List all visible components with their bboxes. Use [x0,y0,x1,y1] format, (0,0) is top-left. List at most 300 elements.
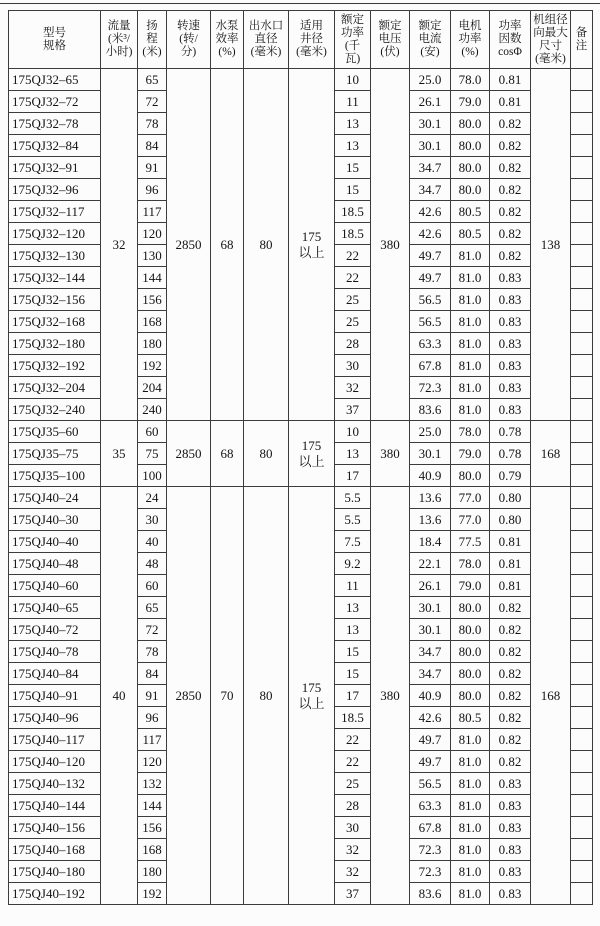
cell-well-line: 以上 [298,453,325,469]
cell-flow: 40 [101,487,138,905]
col-header-well [289,11,335,69]
cell-power: 13 [335,597,371,619]
cell-power: 15 [335,641,371,663]
cell-head: 72 [138,91,167,113]
cell-current: 25.0 [410,69,451,91]
cell-head: 78 [138,113,167,135]
col-header-speed-line: 分) [180,46,197,58]
cell-head: 144 [138,795,167,817]
cell-model: 175QJ40–72 [9,619,101,641]
col-header-head [138,11,167,69]
cell-head: 117 [138,729,167,751]
cell-head: 168 [138,839,167,861]
col-header-note-line: 注 [575,39,588,52]
cell-motor-eff: 79.0 [451,443,490,465]
cell-cos: 0.83 [490,773,531,795]
cell-model: 175QJ32–78 [9,113,101,135]
pump-spec-table-container [8,10,593,905]
cell-power: 22 [335,267,371,289]
cell-cos: 0.79 [490,465,531,487]
cell-note [571,509,593,531]
cell-head: 117 [138,201,167,223]
cell-note [571,443,593,465]
cell-power: 18.5 [335,223,371,245]
cell-note [571,773,593,795]
cell-cos: 0.82 [490,641,531,663]
cell-cos: 0.81 [490,575,531,597]
cell-power: 28 [335,795,371,817]
cell-power: 13 [335,619,371,641]
cell-motor-eff: 77.0 [451,487,490,509]
col-header-current-line: 额定 [418,20,442,32]
table-header [9,11,593,69]
cell-note [571,751,593,773]
col-header-pump_eff [211,11,244,69]
col-header-power-line: 额定 [341,13,364,26]
col-header-well-line: 适用 [300,20,323,32]
cell-current: 34.7 [410,663,451,685]
cell-power: 22 [335,245,371,267]
cell-current: 49.7 [410,245,451,267]
table-body [9,69,593,905]
cell-current: 22.1 [410,553,451,575]
cell-power: 28 [335,333,371,355]
col-header-speed-line: 转速 [177,20,200,32]
cell-cos: 0.82 [490,201,531,223]
cell-model: 175QJ40–132 [9,773,101,795]
cell-motor-eff: 81.0 [451,883,490,905]
col-header-outlet-line: 直径 [254,33,278,45]
cell-power: 22 [335,751,371,773]
col-header-pump_eff-line: 水泵 [215,20,239,32]
col-header-cos-line: cosΦ [498,46,522,58]
cell-current: 72.3 [410,861,451,883]
page-top-rule [0,3,600,4]
cell-current: 42.6 [410,201,451,223]
cell-speed: 2850 [167,421,211,487]
col-header-head-line: (米) [142,46,162,58]
cell-power: 10 [335,69,371,91]
cell-motor-eff: 81.0 [451,751,490,773]
cell-power: 13 [335,135,371,157]
col-header-dim-line: 机组径 [533,13,568,26]
cell-model: 175QJ40–48 [9,553,101,575]
cell-pump-eff: 68 [211,421,244,487]
cell-model: 175QJ35–60 [9,421,101,443]
cell-head: 180 [138,333,167,355]
cell-note [571,91,593,113]
cell-power: 5.5 [335,487,371,509]
cell-motor-eff: 81.0 [451,333,490,355]
cell-cos: 0.82 [490,135,531,157]
cell-note [571,245,593,267]
cell-motor-eff: 80.0 [451,685,490,707]
cell-model: 175QJ40–30 [9,509,101,531]
cell-power: 37 [335,883,371,905]
cell-model: 175QJ32–130 [9,245,101,267]
cell-current: 13.6 [410,487,451,509]
cell-current: 49.7 [410,267,451,289]
cell-well [289,487,335,905]
col-header-model [9,11,101,69]
cell-model: 175QJ40–40 [9,531,101,553]
cell-note [571,201,593,223]
cell-cos: 0.83 [490,861,531,883]
cell-current: 72.3 [410,839,451,861]
cell-model: 175QJ32–180 [9,333,101,355]
cell-model: 175QJ32–144 [9,267,101,289]
col-header-voltage-line: 额定 [378,20,402,32]
col-header-flow-line: 小时) [105,46,133,58]
cell-head: 156 [138,289,167,311]
cell-motor-eff: 78.0 [451,421,490,443]
col-header-outlet-line: 出水口 [248,20,284,32]
cell-note [571,883,593,905]
cell-head: 60 [138,421,167,443]
cell-current: 34.7 [410,157,451,179]
col-header-well-line: 井径 [300,33,323,45]
cell-note [571,641,593,663]
cell-note [571,553,593,575]
cell-note [571,179,593,201]
cell-outlet: 80 [244,69,289,421]
cell-power: 32 [335,377,371,399]
col-header-dim-line: 向最大 [533,26,568,39]
cell-model: 175QJ40–60 [9,575,101,597]
cell-note [571,135,593,157]
pump-spec-table [8,10,593,905]
cell-head: 120 [138,223,167,245]
col-header-flow-line: (米³/ [108,33,130,45]
cell-current: 34.7 [410,179,451,201]
cell-head: 72 [138,619,167,641]
cell-note [571,839,593,861]
cell-motor-eff: 81.0 [451,267,490,289]
col-header-speed [167,11,211,69]
cell-note [571,619,593,641]
cell-motor-eff: 79.0 [451,575,490,597]
cell-model: 175QJ40–96 [9,707,101,729]
cell-head: 96 [138,707,167,729]
col-header-outlet-line: (毫米) [250,46,282,58]
col-header-voltage-line: (伏) [380,46,400,58]
col-header-cos [490,11,531,69]
cell-head: 132 [138,773,167,795]
cell-voltage: 380 [371,69,410,421]
cell-motor-eff: 80.5 [451,223,490,245]
col-header-current-line: 电流 [418,33,442,45]
cell-model: 175QJ32–204 [9,377,101,399]
cell-motor-eff: 80.0 [451,157,490,179]
cell-cos: 0.78 [490,443,531,465]
cell-well-line: 以上 [298,244,325,260]
header-row [9,11,593,69]
cell-cos: 0.82 [490,707,531,729]
cell-power: 37 [335,399,371,421]
cell-motor-eff: 80.0 [451,641,490,663]
cell-power: 30 [335,817,371,839]
cell-head: 240 [138,399,167,421]
cell-current: 72.3 [410,377,451,399]
cell-current: 83.6 [410,883,451,905]
cell-motor-eff: 78.0 [451,553,490,575]
cell-pump-eff: 68 [211,69,244,421]
cell-flow: 32 [101,69,138,421]
cell-motor-eff: 79.0 [451,91,490,113]
cell-model: 175QJ32–96 [9,179,101,201]
cell-flow: 35 [101,421,138,487]
col-header-power-line: (千 [344,39,361,52]
cell-head: 130 [138,245,167,267]
cell-power: 15 [335,157,371,179]
cell-cos: 0.82 [490,619,531,641]
cell-model: 175QJ32–65 [9,69,101,91]
cell-power: 18.5 [335,707,371,729]
cell-note [571,355,593,377]
cell-note [571,311,593,333]
cell-cos: 0.83 [490,355,531,377]
cell-well [289,421,335,487]
cell-note [571,531,593,553]
cell-head: 60 [138,575,167,597]
cell-model: 175QJ35–75 [9,443,101,465]
cell-head: 24 [138,487,167,509]
cell-well-line: 175 [301,228,322,244]
col-header-well-line: (毫米) [296,46,327,58]
cell-power: 22 [335,729,371,751]
cell-note [571,575,593,597]
cell-model: 175QJ32–120 [9,223,101,245]
cell-model: 175QJ32–156 [9,289,101,311]
cell-head: 96 [138,179,167,201]
cell-cos: 0.82 [490,157,531,179]
cell-cos: 0.80 [490,487,531,509]
cell-speed: 2850 [167,487,211,905]
cell-model: 175QJ40–91 [9,685,101,707]
col-header-motor_eff-line: (%) [461,46,479,58]
cell-model: 175QJ32–192 [9,355,101,377]
cell-motor-eff: 80.0 [451,619,490,641]
cell-note [571,663,593,685]
cell-current: 26.1 [410,575,451,597]
cell-cos: 0.83 [490,817,531,839]
cell-motor-eff: 80.0 [451,597,490,619]
cell-power: 15 [335,179,371,201]
cell-current: 40.9 [410,465,451,487]
cell-speed: 2850 [167,69,211,421]
cell-note [571,289,593,311]
cell-current: 30.1 [410,135,451,157]
cell-voltage: 380 [371,421,410,487]
cell-model: 175QJ40–156 [9,817,101,839]
cell-dim: 138 [531,69,571,421]
cell-power: 25 [335,311,371,333]
cell-current: 30.1 [410,443,451,465]
cell-model: 175QJ40–168 [9,839,101,861]
cell-head: 65 [138,597,167,619]
cell-current: 42.6 [410,707,451,729]
cell-outlet: 80 [244,421,289,487]
cell-current: 30.1 [410,113,451,135]
cell-cos: 0.82 [490,729,531,751]
col-header-head-line: 程 [146,33,158,45]
cell-note [571,487,593,509]
cell-head: 144 [138,267,167,289]
cell-power: 30 [335,355,371,377]
cell-cos: 0.82 [490,751,531,773]
cell-note [571,113,593,135]
cell-model: 175QJ40–144 [9,795,101,817]
col-header-dim-line: 尺寸 [539,39,562,52]
cell-current: 49.7 [410,729,451,751]
cell-model: 175QJ40–117 [9,729,101,751]
cell-power: 25 [335,773,371,795]
cell-pump-eff: 70 [211,487,244,905]
cell-cos: 0.81 [490,91,531,113]
cell-motor-eff: 81.0 [451,355,490,377]
cell-model: 175QJ32–91 [9,157,101,179]
cell-current: 30.1 [410,597,451,619]
cell-note [571,817,593,839]
cell-motor-eff: 81.0 [451,399,490,421]
cell-motor-eff: 81.0 [451,795,490,817]
cell-note [571,861,593,883]
cell-note [571,685,593,707]
cell-motor-eff: 81.0 [451,729,490,751]
cell-current: 63.3 [410,333,451,355]
cell-power: 17 [335,685,371,707]
col-header-motor_eff [451,11,490,69]
cell-note [571,399,593,421]
cell-head: 192 [138,355,167,377]
cell-cos: 0.83 [490,839,531,861]
cell-cos: 0.81 [490,69,531,91]
cell-current: 26.1 [410,91,451,113]
cell-note [571,69,593,91]
cell-model: 175QJ32–240 [9,399,101,421]
cell-model: 175QJ40–78 [9,641,101,663]
table-row [9,487,593,509]
cell-power: 32 [335,839,371,861]
cell-head: 78 [138,641,167,663]
cell-current: 56.5 [410,289,451,311]
table-row [9,69,593,91]
cell-cos: 0.80 [490,509,531,531]
cell-current: 67.8 [410,817,451,839]
cell-head: 192 [138,883,167,905]
col-header-pump_eff-line: 效率 [215,33,239,45]
col-header-motor_eff-line: 电机 [458,20,482,32]
cell-power: 7.5 [335,531,371,553]
cell-model: 175QJ40–24 [9,487,101,509]
cell-note [571,223,593,245]
cell-cos: 0.83 [490,883,531,905]
cell-well-line: 175 [301,679,322,695]
cell-head: 91 [138,157,167,179]
cell-power: 17 [335,465,371,487]
cell-motor-eff: 81.0 [451,311,490,333]
cell-head: 65 [138,69,167,91]
col-header-voltage-line: 电压 [378,33,402,45]
cell-cos: 0.82 [490,597,531,619]
cell-power: 18.5 [335,201,371,223]
cell-motor-eff: 81.0 [451,377,490,399]
cell-power: 25 [335,289,371,311]
cell-cos: 0.83 [490,795,531,817]
cell-model: 175QJ32–168 [9,311,101,333]
cell-power: 13 [335,113,371,135]
cell-note [571,795,593,817]
col-header-note [571,11,593,69]
cell-head: 168 [138,311,167,333]
cell-motor-eff: 80.0 [451,663,490,685]
col-header-voltage [371,11,410,69]
cell-motor-eff: 81.0 [451,289,490,311]
cell-note [571,333,593,355]
col-header-power-line: 功率 [341,26,364,39]
cell-model: 175QJ32–72 [9,91,101,113]
cell-current: 40.9 [410,685,451,707]
col-header-cos-line: 因数 [498,33,522,45]
col-header-dim [531,11,571,69]
cell-current: 42.6 [410,223,451,245]
cell-power: 15 [335,663,371,685]
cell-head: 75 [138,443,167,465]
cell-power: 32 [335,861,371,883]
cell-motor-eff: 81.0 [451,817,490,839]
cell-power: 10 [335,421,371,443]
cell-well-line: 175 [301,437,322,453]
cell-cos: 0.82 [490,685,531,707]
col-header-dim-line: (毫米) [535,52,566,65]
cell-motor-eff: 80.0 [451,135,490,157]
cell-cos: 0.81 [490,531,531,553]
cell-cos: 0.82 [490,113,531,135]
cell-model: 175QJ40–120 [9,751,101,773]
cell-well [289,69,335,421]
cell-current: 56.5 [410,311,451,333]
cell-power: 13 [335,443,371,465]
cell-dim: 168 [531,487,571,905]
cell-model: 175QJ40–180 [9,861,101,883]
cell-motor-eff: 80.5 [451,707,490,729]
cell-head: 204 [138,377,167,399]
cell-cos: 0.81 [490,553,531,575]
cell-power: 11 [335,91,371,113]
cell-note [571,597,593,619]
cell-model: 175QJ40–84 [9,663,101,685]
col-header-power [335,11,371,69]
col-header-pump_eff-line: (%) [218,46,236,58]
cell-motor-eff: 80.5 [451,201,490,223]
cell-motor-eff: 81.0 [451,861,490,883]
cell-head: 48 [138,553,167,575]
cell-note [571,465,593,487]
col-header-current-line: (安) [420,46,440,58]
cell-cos: 0.82 [490,663,531,685]
cell-power: 9.2 [335,553,371,575]
cell-current: 83.6 [410,399,451,421]
col-header-model-line: 型号 [43,26,66,39]
cell-power: 11 [335,575,371,597]
cell-note [571,377,593,399]
cell-motor-eff: 77.0 [451,509,490,531]
col-header-model-line: 规格 [43,39,66,52]
cell-outlet: 80 [244,487,289,905]
cell-current: 63.3 [410,795,451,817]
cell-motor-eff: 80.0 [451,465,490,487]
cell-note [571,421,593,443]
